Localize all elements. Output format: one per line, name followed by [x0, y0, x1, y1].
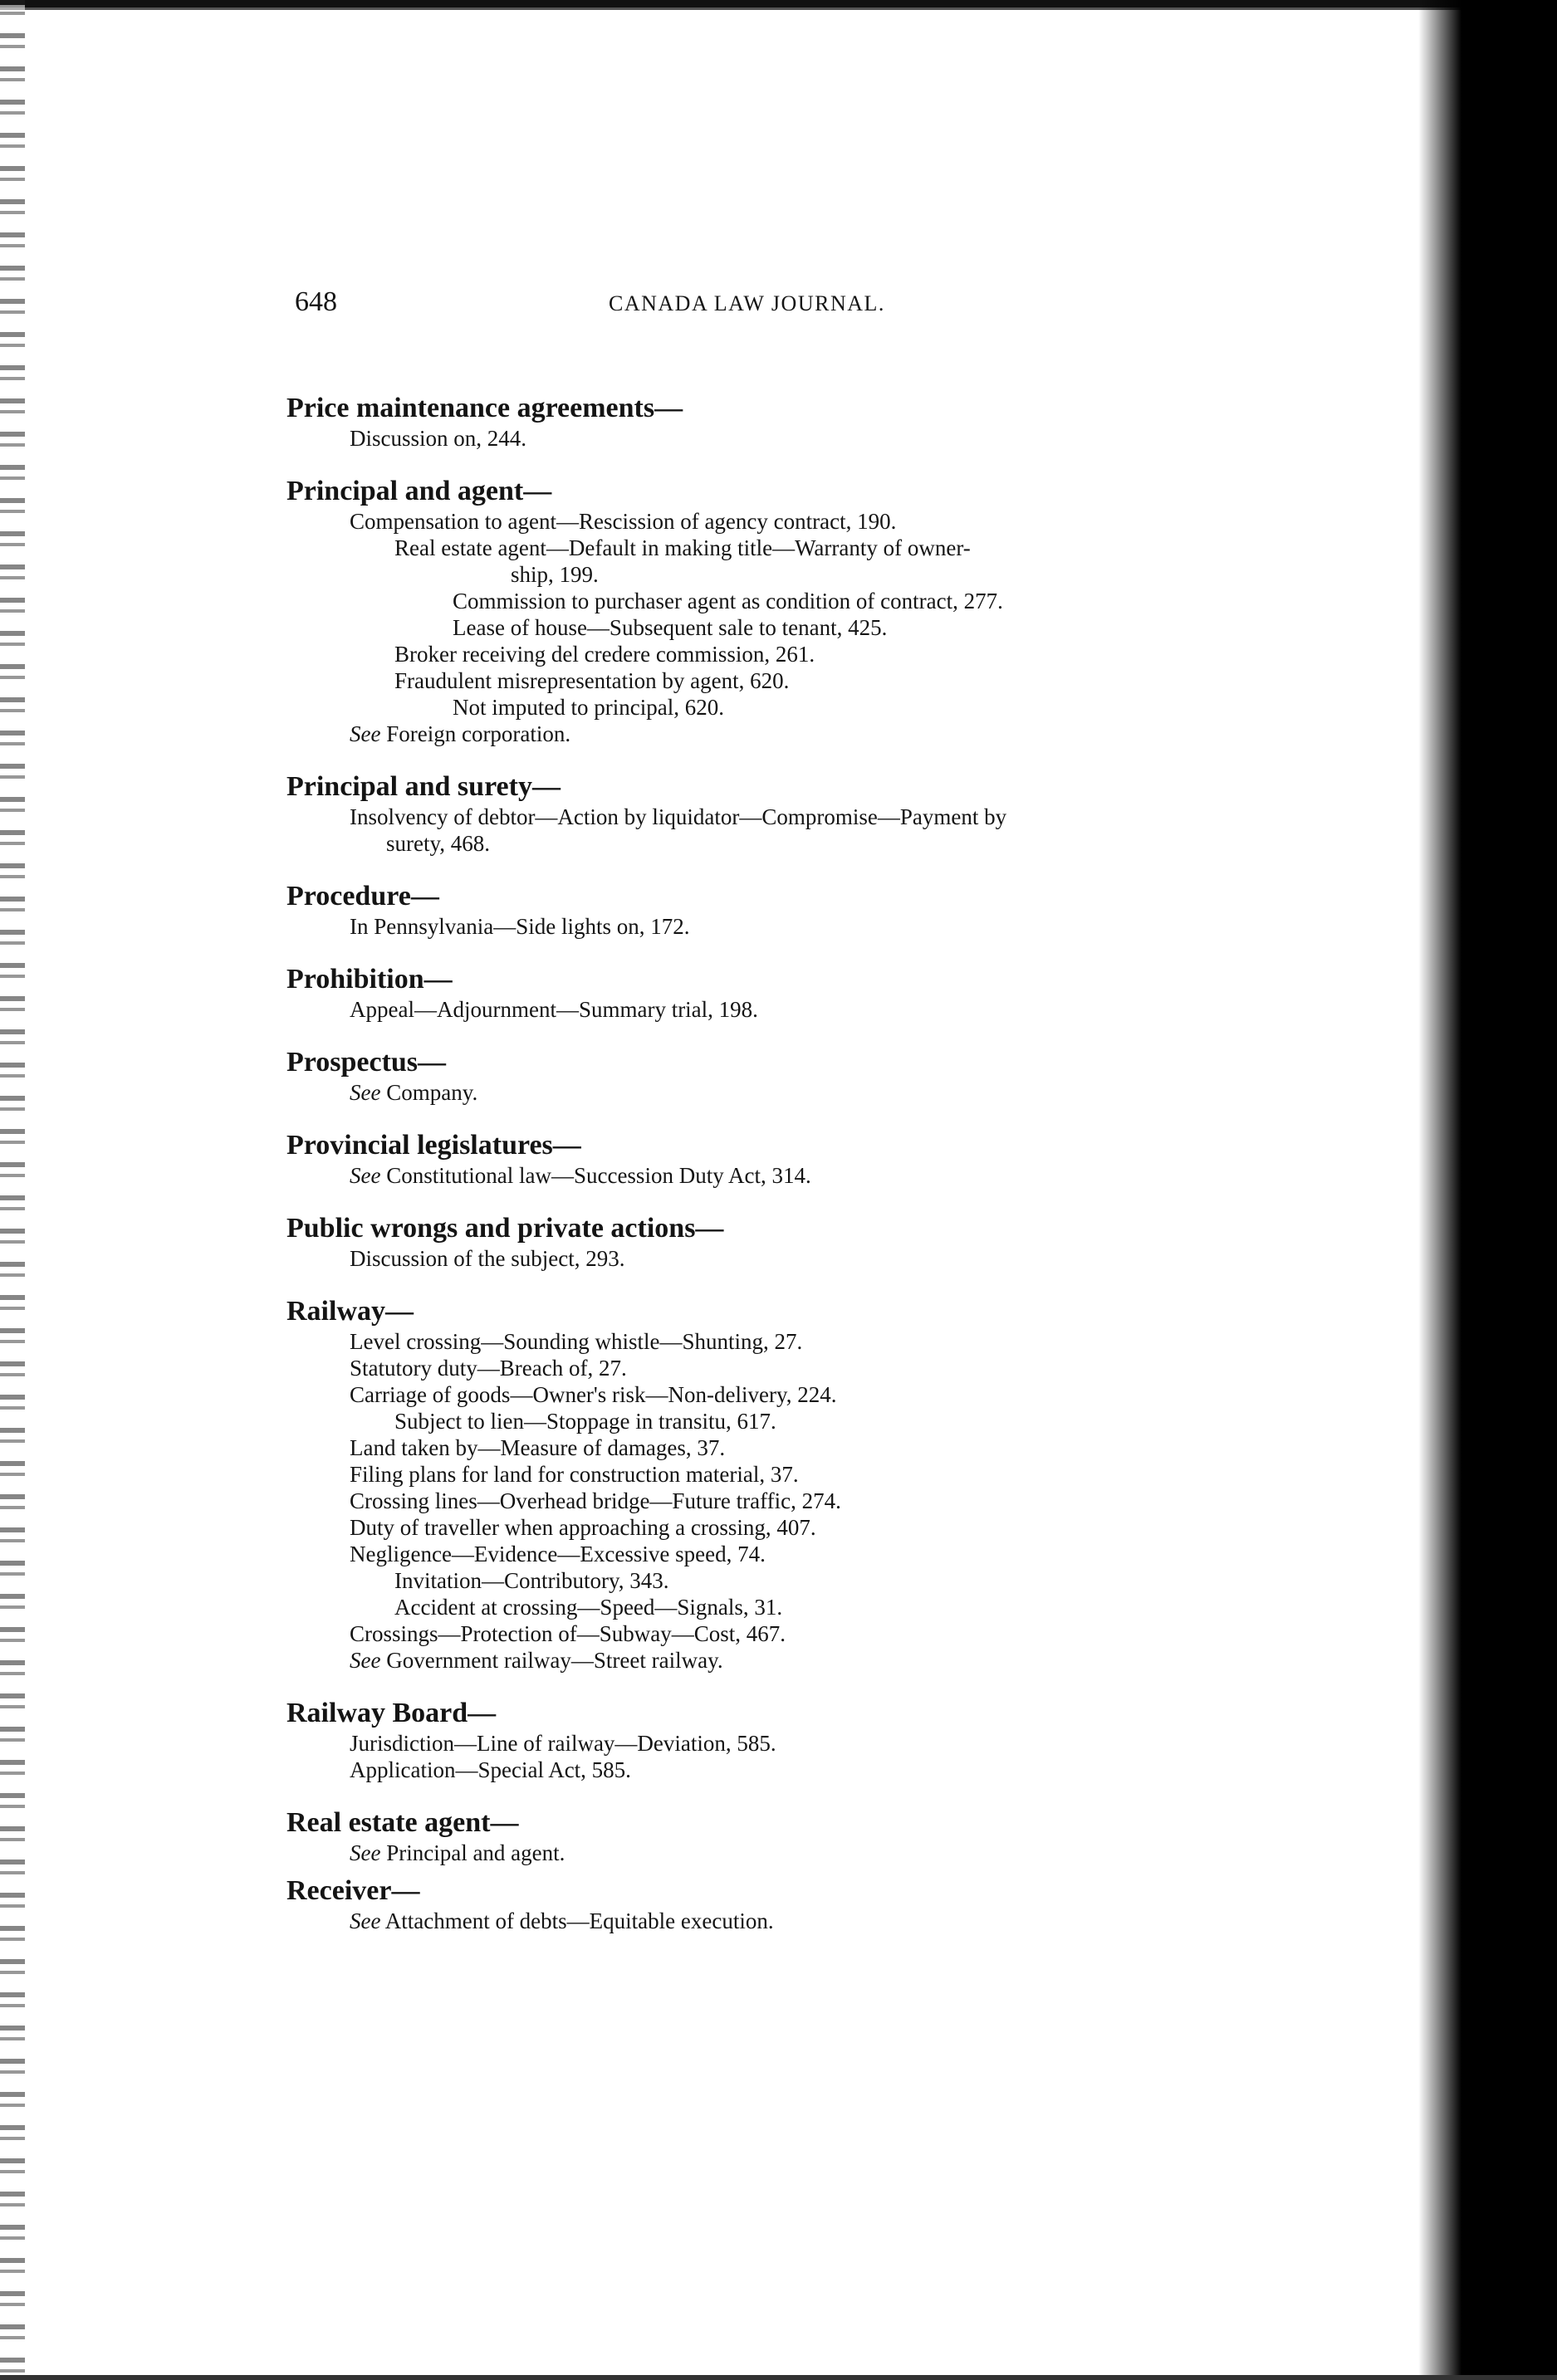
subentry-text: Jurisdiction—Line of railway—Deviation, 585.	[350, 1731, 776, 1756]
subentry-text: Insolvency of debtor—Action by liquidator—Compromise—Payment by	[350, 804, 1007, 829]
entry-heading: Procedure—	[286, 881, 439, 911]
cross-reference-line	[286, 1079, 1266, 1106]
subentry-text: surety, 468.	[386, 831, 490, 856]
subentry-text: Carriage of goods—Owner's risk—Non-delivery, 224.	[350, 1382, 837, 1407]
cross-reference-line	[286, 1162, 1266, 1189]
subentry-text: Real estate agent—Default in making title—Warranty of owner-	[394, 535, 971, 560]
index-entry	[286, 880, 1266, 940]
subentry-line	[286, 1461, 1266, 1488]
subentry-text: Crossings—Protection of—Subway—Cost, 467.	[350, 1621, 786, 1646]
subentry-line	[286, 614, 1266, 641]
running-title: CANADA LAW JOURNAL.	[609, 291, 885, 315]
entry-heading: Principal and agent—	[286, 476, 552, 506]
cross-reference-line	[286, 1908, 1266, 1934]
subentry-line	[286, 1594, 1266, 1620]
entry-heading: Receiver—	[286, 1875, 420, 1906]
cross-reference-line	[286, 1647, 1266, 1674]
subentry-line	[286, 804, 1266, 830]
subentry-text: Duty of traveller when approaching a crossing, 407.	[350, 1515, 816, 1540]
entry-heading: Price maintenance agreements—	[286, 393, 683, 423]
subentry-text: Filing plans for land for construction material, 37.	[350, 1462, 799, 1487]
subentry-line	[286, 830, 1266, 857]
subentry-line	[286, 535, 1266, 561]
entry-heading: Railway Board—	[286, 1698, 497, 1728]
subentry-line	[286, 1355, 1266, 1381]
subentry-line	[286, 1328, 1266, 1355]
cross-reference-line	[286, 1840, 1266, 1866]
subentry-text: In Pennsylvania—Side lights on, 172.	[350, 914, 690, 939]
index-entry	[286, 1806, 1266, 1866]
index-entry	[286, 1697, 1266, 1783]
subentry-text: Fraudulent misrepresentation by agent, 620.	[394, 668, 790, 693]
subentry-line	[286, 1434, 1266, 1461]
index-entry	[286, 475, 1266, 747]
subentry-text: Principal and agent.	[386, 1840, 566, 1865]
subentry-text: Invitation—Contributory, 343.	[394, 1568, 669, 1593]
see-label: See	[350, 721, 381, 746]
subentry-text: Land taken by—Measure of damages, 37.	[350, 1435, 726, 1460]
subentry-line	[286, 588, 1266, 614]
subentry-text: Foreign corporation.	[386, 721, 571, 746]
index-content	[286, 392, 1266, 1957]
entry-heading: Prospectus—	[286, 1047, 447, 1078]
subentry-line	[286, 913, 1266, 940]
cross-reference-line	[286, 721, 1266, 747]
see-label: See	[350, 1908, 381, 1933]
entry-heading: Provincial legislatures—	[286, 1130, 581, 1161]
subentry-text: Government railway—Street railway.	[386, 1648, 723, 1673]
subentry-line	[286, 1567, 1266, 1594]
subentry-text: Not imputed to principal, 620.	[453, 695, 724, 720]
subentry-text: Attachment of debts—Equitable execution.	[384, 1908, 774, 1933]
subentry-line	[286, 1488, 1266, 1514]
subentry-line	[286, 1514, 1266, 1541]
subentry-text: Negligence—Evidence—Excessive speed, 74.	[350, 1542, 766, 1566]
index-entry	[286, 392, 1266, 452]
entry-heading: Public wrongs and private actions—	[286, 1213, 724, 1244]
subentry-line	[286, 561, 1266, 588]
see-label: See	[350, 1163, 381, 1188]
subentry-text: Statutory duty—Breach of, 27.	[350, 1356, 627, 1381]
subentry-text: Accident at crossing—Speed—Signals, 31.	[394, 1595, 783, 1620]
subentry-text: Application—Special Act, 585.	[350, 1757, 631, 1782]
subentry-text: Crossing lines—Overhead bridge—Future traffic, 274.	[350, 1488, 841, 1513]
subentry-line	[286, 996, 1266, 1023]
scan-border-bottom	[0, 2368, 1557, 2380]
subentry-text: Compensation to agent—Rescission of agency contract, 190.	[350, 509, 897, 534]
entry-heading: Railway—	[286, 1296, 414, 1327]
index-entry	[286, 1295, 1266, 1674]
index-entry	[286, 770, 1266, 857]
subentry-line	[286, 1620, 1266, 1647]
entry-heading: Principal and surety—	[286, 771, 561, 802]
subentry-line	[286, 425, 1266, 452]
subentry-line	[286, 694, 1266, 721]
subentry-text: Discussion of the subject, 293.	[350, 1246, 625, 1271]
page-number: 648	[295, 286, 337, 317]
subentry-text: Broker receiving del credere commission, 261.	[394, 642, 815, 667]
subentry-text: Appeal—Adjournment—Summary trial, 198.	[350, 997, 758, 1022]
subentry-text: Discussion on, 244.	[350, 426, 527, 451]
subentry-text: Commission to purchaser agent as condition of contract, 277.	[453, 589, 1003, 613]
subentry-text: Subject to lien—Stoppage in transitu, 617.	[394, 1409, 776, 1434]
subentry-line	[286, 1245, 1266, 1272]
subentry-text: Constitutional law—Succession Duty Act, 314.	[386, 1163, 811, 1188]
index-entry	[286, 1046, 1266, 1106]
scan-border-left	[0, 0, 25, 2380]
subentry-line	[286, 1757, 1266, 1783]
entry-heading: Prohibition—	[286, 964, 453, 995]
index-entry	[286, 1212, 1266, 1272]
subentry-text: Company.	[386, 1080, 478, 1105]
entry-heading: Real estate agent—	[286, 1807, 519, 1838]
index-entry	[286, 1129, 1266, 1189]
page-header	[295, 286, 943, 320]
index-entry	[286, 1874, 1266, 1934]
subentry-text: Lease of house—Subsequent sale to tenant, 425.	[453, 615, 888, 640]
subentry-line	[286, 1541, 1266, 1567]
see-label: See	[350, 1840, 381, 1865]
subentry-line	[286, 1381, 1266, 1408]
subentry-line	[286, 1730, 1266, 1757]
subentry-text: Level crossing—Sounding whistle—Shunting, 27.	[350, 1329, 803, 1354]
subentry-line	[286, 508, 1266, 535]
subentry-line	[286, 641, 1266, 667]
see-label: See	[350, 1648, 381, 1673]
scan-border-top	[0, 0, 1557, 18]
scan-border-right	[1412, 0, 1557, 2380]
subentry-line	[286, 667, 1266, 694]
index-entry	[286, 963, 1266, 1023]
subentry-text: ship, 199.	[511, 562, 599, 587]
subentry-line	[286, 1408, 1266, 1434]
see-label: See	[350, 1080, 381, 1105]
